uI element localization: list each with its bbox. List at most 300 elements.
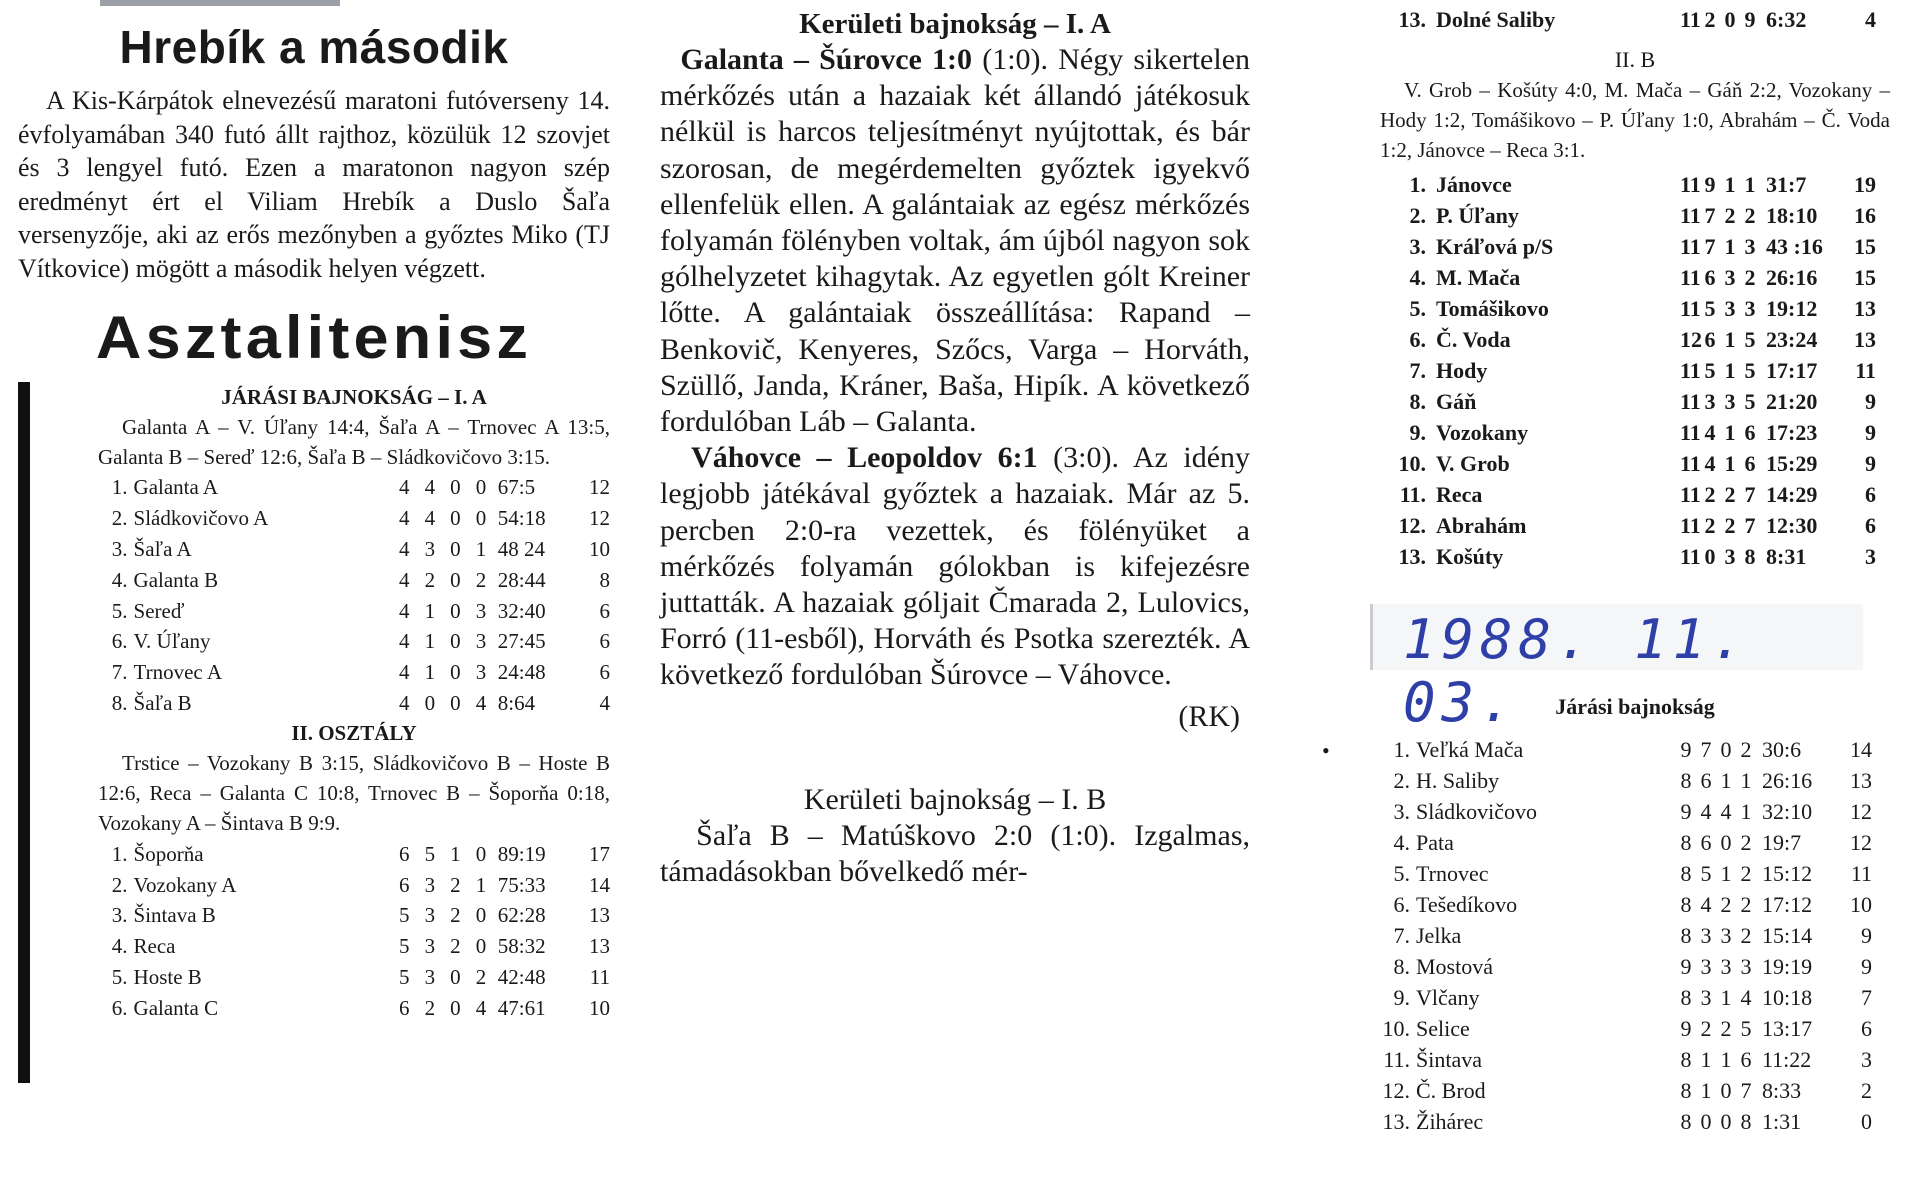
cell-p: 8	[1680, 891, 1692, 917]
cell-pts: 12	[589, 506, 611, 531]
cell-pts: 14	[589, 872, 611, 897]
cell-pts: 13	[1854, 295, 1876, 321]
cell-pts: 6	[1865, 481, 1876, 507]
standings-row	[98, 595, 610, 626]
cell-p: 11	[1680, 264, 1701, 290]
cell-team: Vozokany	[1436, 419, 1529, 445]
standings-row	[1380, 951, 1890, 982]
cell-team: Košúty	[1436, 543, 1504, 569]
cell-team: Hoste B	[133, 964, 202, 989]
cell-p: 9	[1680, 953, 1692, 979]
cell-team: Hody	[1436, 357, 1488, 383]
cell-p: 11	[1680, 450, 1701, 476]
cell-rank: 1.	[111, 841, 128, 866]
cell-score: 15:14	[1762, 922, 1813, 948]
cell-pts: 6	[1865, 512, 1876, 538]
standings-row	[1380, 920, 1890, 951]
cell-score: 58:32	[497, 934, 546, 959]
cell-team: Veľká Mača	[1416, 736, 1524, 762]
cell-w: 1	[1700, 1046, 1712, 1072]
cell-l: 5	[1740, 1015, 1752, 1041]
cell-d: 0	[450, 995, 461, 1020]
cell-pts: 19	[1854, 171, 1876, 197]
cell-team: Tomášikovo	[1436, 295, 1549, 321]
match1-text: Négy sikertelen mérkőzés után a hazaiak két állandó játékosuk nélkül is harcos teljesítményt nyújtottak, és bár szorosan, de megérdemelten győztek igyekvő ellenfelük ellen. A galántaiak az egész mérkőzés folyamán fölényben voltak, ám újból nagyon sok gólhelyzetet kihagytak. Az egyetlen gólt Kreiner lőtte. A galántaiak összeállítása: Rapand – Benkovič, Kenyeres, Szőcs, Varga – Horváth, Szüllő, Janda, Kráner, Baša, Hipík. A következő fordulóban Láb – Galanta.	[660, 43, 1251, 439]
cell-rank: 4.	[1409, 264, 1426, 290]
cell-team: Galanta C	[133, 995, 219, 1020]
cell-rank: 6.	[1409, 326, 1426, 352]
cell-p: 11	[1680, 295, 1701, 321]
cell-d: 0	[450, 598, 461, 623]
cell-score: 27:45	[497, 629, 546, 654]
cell-d: 3	[1724, 388, 1736, 414]
cell-l: 4	[475, 995, 487, 1020]
cell-team: Selice	[1416, 1015, 1470, 1041]
cell-l: 2	[475, 567, 487, 592]
cell-d: 0	[450, 629, 461, 654]
cell-d: 0	[450, 536, 461, 561]
cell-p: 8	[1680, 1108, 1692, 1134]
cell-w: 2	[1704, 6, 1716, 32]
cell-pts: 15	[1854, 264, 1876, 290]
cell-w: 6	[1700, 767, 1712, 793]
standings-row	[1380, 417, 1890, 448]
cell-score: 30:6	[1762, 736, 1802, 762]
cell-rank: 3.	[111, 536, 128, 561]
cell-rank: 13.	[1398, 543, 1426, 569]
cell-score: 54:18	[497, 506, 546, 531]
cell-rank: 4.	[111, 934, 128, 959]
cell-team: Dolné Saliby	[1436, 6, 1556, 32]
cell-score: 15:29	[1766, 450, 1818, 476]
standings-row	[1380, 231, 1890, 262]
cell-d: 0	[1720, 736, 1732, 762]
cell-team: Šaľa B	[133, 690, 192, 715]
cell-w: 5	[1704, 357, 1716, 383]
cell-score: 8:33	[1762, 1077, 1802, 1103]
cell-l: 8	[1744, 543, 1756, 569]
cell-w: 3	[424, 903, 436, 928]
cell-team: M. Mača	[1436, 264, 1521, 290]
cell-w: 6	[1700, 829, 1712, 855]
cell-score: 31:7	[1766, 171, 1807, 197]
cell-team: Č. Brod	[1416, 1077, 1486, 1103]
cell-p: 9	[1680, 798, 1692, 824]
cell-w: 1	[424, 629, 436, 654]
cell-team: H. Saliby	[1416, 767, 1500, 793]
cell-p: 4	[398, 475, 410, 500]
cell-p: 11	[1680, 481, 1701, 507]
cell-p: 4	[398, 690, 410, 715]
cell-p: 11	[1680, 357, 1701, 383]
standings-row	[1380, 1075, 1890, 1106]
cell-pts: 12	[1850, 829, 1872, 855]
cell-pts: 17	[589, 841, 611, 866]
cell-l: 7	[1744, 512, 1756, 538]
cell-team: Reca	[1436, 481, 1483, 507]
cell-d: 0	[450, 506, 461, 531]
cell-l: 1	[475, 536, 487, 561]
league1-standings	[98, 472, 610, 718]
cell-rank: 7.	[111, 660, 128, 685]
match-sala-matuskovo	[660, 818, 1250, 890]
cell-team: Jelka	[1416, 922, 1462, 948]
cell-score: 23:24	[1766, 326, 1818, 352]
cell-l: 3	[1744, 233, 1756, 259]
cell-l: 2	[1744, 264, 1756, 290]
bullet-mark: •	[1322, 738, 1330, 763]
column-left	[18, 0, 610, 1023]
cell-pts: 8	[599, 567, 611, 592]
cell-rank: 3.	[111, 903, 128, 928]
cell-pts: 10	[589, 536, 611, 561]
cell-w: 3	[1700, 953, 1712, 979]
cell-d: 1	[1724, 357, 1736, 383]
cell-rank: 6.	[1393, 891, 1410, 917]
cell-p: 8	[1680, 1046, 1692, 1072]
standings-row	[1380, 293, 1890, 324]
standings-row	[1380, 510, 1890, 541]
cell-p: 6	[398, 841, 410, 866]
cell-w: 4	[424, 475, 436, 500]
cell-d: 3	[1720, 922, 1732, 948]
cell-p: 8	[1680, 1077, 1692, 1103]
match-vahovce-leopoldov	[660, 440, 1250, 693]
cell-rank: 6.	[111, 995, 128, 1020]
cell-p: 8	[1680, 767, 1692, 793]
cell-rank: 13.	[1398, 6, 1426, 32]
cell-team: Vozokany A	[133, 872, 237, 897]
cell-rank: 2.	[1409, 202, 1426, 228]
standings-row	[1380, 541, 1890, 572]
cell-team: P. Úľany	[1436, 202, 1519, 228]
cell-w: 1	[424, 660, 436, 685]
cell-pts: 6	[599, 660, 611, 685]
cell-pts: 13	[589, 934, 611, 959]
cell-l: 7	[1744, 481, 1756, 507]
cell-d: 0	[450, 567, 461, 592]
cell-rank: 11.	[1383, 1046, 1410, 1072]
cell-p: 4	[398, 506, 410, 531]
cell-w: 6	[1704, 264, 1716, 290]
cell-pts: 10	[589, 995, 611, 1020]
cell-score: 62:28	[497, 903, 546, 928]
standings-row	[98, 931, 610, 962]
cell-w: 7	[1704, 233, 1716, 259]
cell-l: 5	[1744, 388, 1756, 414]
cell-l: 1	[475, 872, 487, 897]
standings-row	[98, 869, 610, 900]
cell-d: 1	[1724, 171, 1736, 197]
cell-score: 14:29	[1766, 481, 1818, 507]
cell-p: 11	[1680, 543, 1701, 569]
cell-pts: 15	[1854, 233, 1876, 259]
cell-score: 89:19	[497, 841, 546, 866]
cell-team: Sereď	[133, 598, 185, 623]
cell-l: 2	[1740, 829, 1752, 855]
cell-rank: 4.	[1393, 829, 1410, 855]
cell-l: 2	[1740, 891, 1752, 917]
cell-pts: 3	[1865, 543, 1876, 569]
cell-w: 3	[424, 536, 436, 561]
cell-score: 8:64	[497, 690, 536, 715]
cell-l: 3	[475, 598, 487, 623]
cell-d: 0	[450, 660, 461, 685]
standings-row	[98, 688, 610, 719]
cell-l: 1	[1740, 767, 1752, 793]
standings-row	[1380, 169, 1890, 200]
standings-row	[1380, 734, 1890, 765]
cell-rank: 5.	[111, 964, 128, 989]
section-title-table-tennis: Asztalitenisz	[95, 304, 533, 371]
cell-l: 2	[475, 964, 487, 989]
cell-d: 0	[1720, 1077, 1732, 1103]
cell-rank: 3.	[1393, 798, 1410, 824]
cell-w: 7	[1700, 736, 1712, 762]
cell-pts: 10	[1850, 891, 1872, 917]
cell-pts: 9	[1865, 450, 1876, 476]
cell-team: Tešedíkovo	[1416, 891, 1518, 917]
cell-score: 48 24	[497, 536, 546, 561]
cell-l: 2	[1740, 922, 1752, 948]
district-league-standings	[1322, 734, 1890, 1137]
cell-pts: 7	[1861, 984, 1872, 1010]
cell-score: 26:16	[1766, 264, 1818, 290]
cell-l: 8	[1740, 1108, 1752, 1134]
cell-l: 5	[1744, 326, 1756, 352]
standings-row	[1380, 1044, 1890, 1075]
standings-row	[1380, 479, 1890, 510]
cell-w: 6	[1704, 326, 1716, 352]
cell-rank: 1.	[1409, 171, 1426, 197]
cell-d: 1	[450, 841, 461, 866]
cell-w: 9	[1704, 171, 1716, 197]
standings-row	[1380, 448, 1890, 479]
cell-l: 3	[1740, 953, 1752, 979]
cell-d: 2	[1724, 481, 1736, 507]
cell-pts: 12	[1850, 798, 1872, 824]
cell-team: Trnovec A	[133, 660, 223, 685]
cell-p: 5	[398, 934, 410, 959]
standings-row	[98, 962, 610, 993]
match2-title: Váhovce – Leopoldov 6:1	[691, 441, 1038, 475]
league2-title: II. OSZTÁLY	[291, 721, 417, 746]
cell-d: 2	[1724, 202, 1736, 228]
cell-score: 19:12	[1766, 295, 1818, 321]
cell-w: 4	[1700, 798, 1712, 824]
standings-row	[98, 626, 610, 657]
cell-p: 6	[398, 995, 410, 1020]
cell-d: 1	[1724, 326, 1736, 352]
cell-w: 3	[424, 964, 436, 989]
cell-w: 1	[424, 598, 436, 623]
cell-p: 8	[1680, 984, 1692, 1010]
cell-score: 32:10	[1762, 798, 1813, 824]
cell-p: 11	[1680, 171, 1701, 197]
cell-score: 18:10	[1766, 202, 1818, 228]
cell-p: 11	[1680, 419, 1701, 445]
cell-score: 47:61	[497, 995, 546, 1020]
cell-w: 0	[1700, 1108, 1712, 1134]
cell-w: 4	[424, 506, 436, 531]
standings-row	[1380, 4, 1890, 35]
cell-pts: 0	[1861, 1108, 1872, 1134]
cell-d: 0	[1720, 1108, 1732, 1134]
cell-w: 5	[1704, 295, 1716, 321]
cell-score: 15:12	[1762, 860, 1813, 886]
standings-row	[1380, 827, 1890, 858]
cell-team: V. Úľany	[133, 629, 211, 654]
match2-half: (3:0).	[1053, 441, 1119, 475]
cell-score: 43 :16	[1766, 233, 1823, 259]
cell-score: 1:31	[1762, 1108, 1802, 1134]
cell-d: 2	[450, 934, 461, 959]
cell-pts: 16	[1854, 202, 1876, 228]
cell-l: 2	[1740, 860, 1752, 886]
match3-text: Šaľa B – Matúškovo 2:0 (1:0). Izgalmas, támadásokban bővelkedő mér-	[660, 818, 1250, 888]
vertical-rule	[18, 382, 30, 1083]
cell-pts: 4	[1865, 6, 1876, 32]
cell-w: 0	[424, 690, 436, 715]
cell-score: 17:17	[1766, 357, 1818, 383]
article-marathon: A Kis-Kárpátok elnevezésű maratoni futóverseny 14. évfolyamában 340 futó állt rajthoz, közülük 12 szovjet és 3 lengyel futó. Ezen a maratonon nagyon szép eredményt ért el Viliam Hrebík a Duslo Šaľa versenyzője, aki az erős mezőnyben a győztes Miko (TJ Vítkovice) mögött a második helyen végzett.	[18, 86, 610, 283]
cell-team: Pata	[1416, 829, 1454, 855]
cell-team: V. Grob	[1436, 450, 1510, 476]
cell-pts: 11	[1850, 860, 1872, 886]
standings-row	[1380, 1106, 1890, 1137]
cell-d: 0	[450, 964, 461, 989]
cell-d: 2	[450, 903, 461, 928]
cell-w: 5	[1700, 860, 1712, 886]
district-league-title: Járási bajnokság	[1555, 694, 1715, 719]
standings-row	[98, 503, 610, 534]
cell-score: 13:17	[1762, 1015, 1813, 1041]
cell-p: 11	[1680, 388, 1701, 414]
cell-rank: 10.	[1398, 450, 1426, 476]
cell-l: 0	[475, 506, 487, 531]
district-league-ib-title: Kerületi bajnokság – I. B	[803, 782, 1107, 816]
cell-d: 1	[1720, 860, 1732, 886]
cell-team: Šintava	[1416, 1046, 1482, 1072]
standings-row	[98, 900, 610, 931]
cell-w: 3	[1700, 984, 1712, 1010]
league2-standings	[98, 838, 610, 1023]
cell-d: 1	[1720, 767, 1732, 793]
cell-p: 9	[1680, 1015, 1692, 1041]
cell-w: 3	[424, 934, 436, 959]
cell-score: 21:20	[1766, 388, 1818, 414]
cell-rank: 2.	[111, 872, 128, 897]
cell-p: 6	[398, 872, 410, 897]
cell-w: 2	[424, 567, 436, 592]
cell-team: Reca	[133, 934, 176, 959]
standings-row	[1380, 324, 1890, 355]
cell-score: 8:31	[1766, 543, 1807, 569]
cell-score: 19:7	[1762, 829, 1802, 855]
cell-w: 4	[1700, 891, 1712, 917]
cell-rank: 4.	[111, 567, 128, 592]
standings-row	[98, 657, 610, 688]
cell-p: 4	[398, 660, 410, 685]
cell-d: 4	[1720, 798, 1732, 824]
cell-score: 42:48	[497, 964, 546, 989]
cell-w: 4	[1704, 419, 1716, 445]
cell-rank: 1.	[111, 475, 128, 500]
cell-p: 8	[1680, 922, 1692, 948]
standings-row	[1380, 765, 1890, 796]
column-right	[1322, 0, 1890, 1137]
cell-d: 1	[1724, 450, 1736, 476]
cell-rank: 5.	[1393, 860, 1410, 886]
cell-p: 8	[1680, 829, 1692, 855]
cell-d: 3	[1724, 264, 1736, 290]
cell-d: 2	[450, 872, 461, 897]
standings-row	[1380, 858, 1890, 889]
cell-score: 32:40	[497, 598, 546, 623]
cell-team: Šintava B	[133, 903, 216, 928]
league2-results: Trstice – Vozokany B 3:15, Sládkovičovo B – Hoste B 12:6, Reca – Galanta C 10:8, Trnovec B – Šoporňa 0:18, Vozokany A – Šintava B 9:9.	[98, 751, 610, 836]
cell-rank: 13.	[1382, 1108, 1410, 1134]
cell-d: 3	[1724, 295, 1736, 321]
cell-pts: 13	[1850, 767, 1872, 793]
league1-results: Galanta A – V. Úľany 14:4, Šaľa A – Trnovec A 13:5, Galanta B – Sereď 12:6, Šaľa B – Sládkovičovo 3:15.	[98, 415, 610, 469]
cell-pts: 11	[589, 964, 611, 989]
cell-score: 17:12	[1762, 891, 1813, 917]
cell-team: Šoporňa	[133, 841, 204, 866]
cell-team: Galanta B	[133, 567, 219, 592]
cell-p: 4	[398, 567, 410, 592]
standings-row	[98, 472, 610, 503]
cell-p: 9	[1680, 736, 1692, 762]
match-galanta-surovce	[660, 42, 1250, 440]
match1-title: Galanta – Šúrovce 1:0	[680, 43, 973, 76]
cell-l: 6	[1744, 450, 1756, 476]
cell-w: 1	[1700, 1077, 1712, 1103]
match2-text: Az idény legjobb játékával győztek a hazaiak. Már az 5. percben 2:0-ra vezettek, és fölényüket a mérkőzés folyamán gólokban is kifejezésre juttatták. A hazaiak góljait Čmarada 2, Lulovics, Forró (11-esből), Horváth és Psotka szerezték. A következő fordulóban Šúrovce – Váhovce.	[660, 441, 1251, 692]
cell-rank: 11.	[1399, 481, 1426, 507]
cell-l: 5	[1744, 357, 1756, 383]
cell-rank: 5.	[1409, 295, 1426, 321]
table-tennis-block	[18, 382, 610, 1023]
cell-team: Mostová	[1416, 953, 1493, 979]
cell-rank: 12.	[1382, 1077, 1410, 1103]
cell-w: 4	[1704, 450, 1716, 476]
standings-row	[98, 534, 610, 565]
cell-score: 12:30	[1766, 512, 1818, 538]
cell-p: 11	[1680, 512, 1701, 538]
cell-pts: 13	[1854, 326, 1876, 352]
cell-team: Gáň	[1436, 388, 1477, 414]
cell-w: 3	[1700, 922, 1712, 948]
cell-l: 0	[475, 841, 487, 866]
standings-row	[1380, 355, 1890, 386]
cell-team: Kráľová p/S	[1436, 233, 1554, 259]
cell-d: 0	[450, 475, 461, 500]
league1-title: JÁRÁSI BAJNOKSÁG – I. A	[221, 385, 487, 409]
cell-pts: 6	[599, 629, 611, 654]
cell-l: 6	[1744, 419, 1756, 445]
league-iib-title: II. B	[1614, 47, 1656, 72]
cell-pts: 6	[1861, 1015, 1872, 1041]
cell-rank: 9.	[1393, 984, 1410, 1010]
cell-team: Č. Voda	[1436, 326, 1511, 352]
cell-p: 4	[398, 629, 410, 654]
cell-l: 7	[1740, 1077, 1752, 1103]
cell-score: 6:32	[1766, 6, 1807, 32]
cell-pts: 9	[1865, 388, 1876, 414]
cell-rank: 5.	[111, 598, 128, 623]
cell-pts: 9	[1861, 953, 1872, 979]
